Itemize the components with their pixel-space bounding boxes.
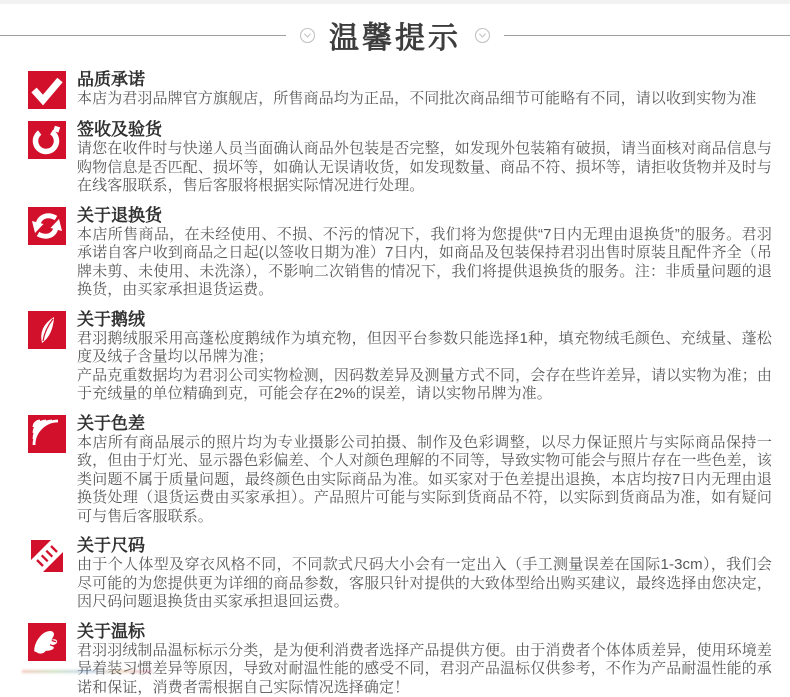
hand-glove-icon [28, 623, 66, 661]
header-rule-right [504, 35, 790, 36]
section-paragraph: 本店所售商品，在未经使用、不损、不污的情况下，我们将为您提供“7日内无理由退换货”的服务。君羽承诺自客户收到商品之日起(以签收日期为准）7日内，如商品及包装保持君羽出售时原装且配件齐全（吊牌未剪、未使用、未洗涤），不影响二次销售的情况下，我们将提供退换货的服务。注：非质量问题的退换货，由买家承担退货运费。 [77, 226, 772, 300]
section-color-difference [28, 413, 772, 527]
tips-list [0, 62, 790, 697]
checkmark-icon [28, 71, 66, 109]
header-rule-left [0, 35, 286, 36]
section-title: 关于色差 [77, 413, 772, 434]
section-title: 品质承诺 [77, 69, 772, 90]
section-paragraph: 请您在收件时与快递人员当面确认商品外包装是否完整，如发现外包装箱有破损，请当面核对商品信息与购物信息是否匹配、损坏等，如确认无误请收货，如发现数量、商品不符、损坏等，请拒收货物并及时与在线客服联系，售后客服将根据实际情况进行处理。 [77, 140, 772, 196]
ruler-arrow-icon [28, 537, 66, 575]
section-title: 关于鹅绒 [77, 309, 772, 330]
section-body [77, 140, 772, 196]
inspection-icon [28, 121, 66, 159]
section-body [77, 90, 772, 109]
chevron-circle-icon [474, 27, 491, 44]
section-paragraph: 君羽鹅绒服采用高蓬松度鹅绒作为填充物，但因平台参数只能选择1种，填充物绒毛颜色、充绒量、蓬松度及绒子含量均以吊牌为准； [77, 330, 772, 367]
section-title: 关于退换货 [77, 205, 772, 226]
section-paragraph: 君羽羽绒制品温标标示分类，是为便利消费者选择产品提供方便。由于消费者个体体质差异，使用环境差异着装习惯差异等原因，导致对耐温性能的感受不同，君羽产品温标仅供参考，不作为产品耐温性能的承诺和保证，消费者需根据自己实际情况选择确定！ [77, 642, 772, 697]
section-quality [28, 69, 772, 110]
section-paragraph: 本店为君羽品牌官方旗舰店，所售商品均为正品，不同批次商品细节可能略有不同，请以收到实物为准 [77, 90, 772, 109]
section-title: 签收及验货 [77, 119, 772, 140]
section-temperature [28, 621, 772, 697]
section-body [77, 434, 772, 527]
chevron-circle-icon [299, 27, 316, 44]
section-body [77, 330, 772, 404]
section-body [77, 556, 772, 612]
section-receiving [28, 119, 772, 196]
section-paragraph: 本店所有商品展示的照片均为专业摄影公司拍摄、制作及色彩调整，以尽力保证照片与实际商品保持一致，但由于灯光、显示器色彩偏差、个人对颜色理解的不同等，导致实物可能会与照片存在一些色差，该类问题不属于质量问题，最终颜色由实际商品为准。如买家对于色差提出退换，本店均按7日内无理由退换货处理（退货运费由买家承担）。产品照片可能与实际到货商品不符，以实际到货商品为准，如有疑问可与售后客服联系。 [77, 434, 772, 527]
section-body [77, 642, 772, 697]
section-body [77, 226, 772, 300]
page-header [0, 4, 790, 62]
section-title: 关于温标 [77, 621, 772, 642]
section-title: 关于尺码 [77, 535, 772, 556]
section-size [28, 535, 772, 612]
section-paragraph: 由于个人体型及穿衣风格不同，不同款式尺码大小会有一定出入（手工测量误差在国际1-3cm），我们会尽可能的为您提供更为详细的商品参数，客服只针对提供的大致体型给出购买建议，最终选择由您决定，因尺码问题退换货由买家承担退回运费。 [77, 556, 772, 612]
section-returns [28, 205, 772, 300]
feather-icon [28, 311, 66, 349]
return-exchange-icon [28, 207, 66, 245]
page-title: 温馨提示 [329, 13, 461, 57]
color-arcs-icon [28, 415, 66, 453]
section-goose-down [28, 309, 772, 404]
section-paragraph: 产品克重数据均为君羽公司实物检测，因码数差异及测量方式不同，会存在些许差异，请以实物为准；由于充绒量的单位精确到克，可能会存在2%的误差，请以实物吊牌为准。 [77, 367, 772, 404]
